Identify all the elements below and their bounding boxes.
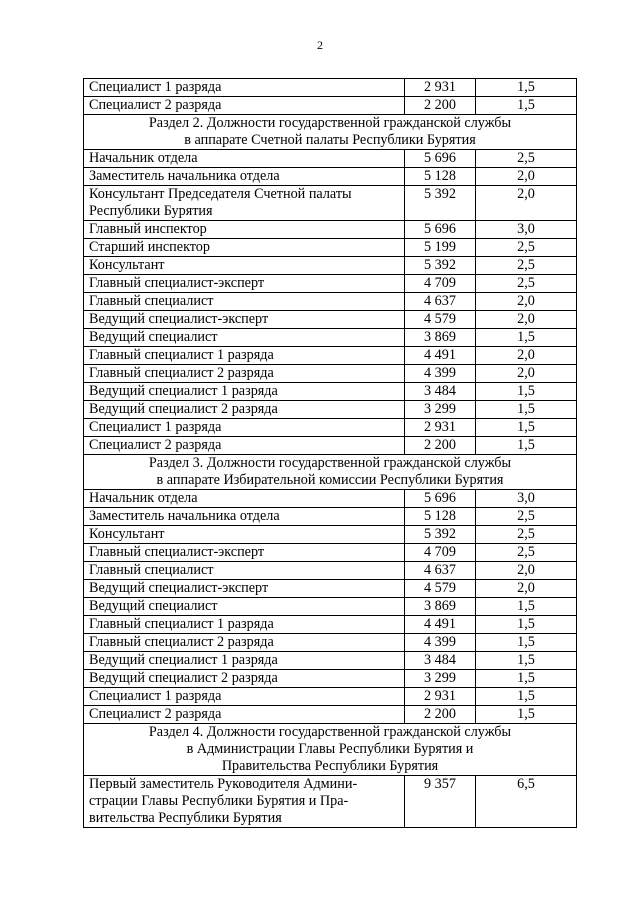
position-title <box>84 688 405 706</box>
position-title-line: Республики Бурятия <box>89 203 213 219</box>
position-title-line: Ведущий специалист <box>89 598 218 614</box>
section-header-row <box>84 455 577 490</box>
position-title-line: Консультант <box>89 257 165 273</box>
position-title <box>84 293 405 311</box>
salary-value: 4 579 <box>405 580 476 598</box>
table-row <box>84 347 577 365</box>
coefficient-value: 1,5 <box>476 383 577 401</box>
position-title-line: Главный специалист <box>89 293 214 309</box>
table-row <box>84 776 577 828</box>
table-row <box>84 365 577 383</box>
section-header <box>84 115 577 150</box>
coefficient-value: 2,5 <box>476 257 577 275</box>
position-title <box>84 634 405 652</box>
table-row <box>84 419 577 437</box>
position-title <box>84 490 405 508</box>
table-row <box>84 79 577 97</box>
position-title-line: Консультант Председателя Счетной палаты <box>89 186 352 202</box>
position-title-line: Первый заместитель Руководителя Админи- <box>89 776 358 792</box>
position-title <box>84 652 405 670</box>
position-title <box>84 275 405 293</box>
section-header-line: Раздел 3. Должности государственной гражданской службы <box>148 455 512 471</box>
salary-value: 4 637 <box>405 293 476 311</box>
table-row <box>84 670 577 688</box>
salary-value: 4 491 <box>405 616 476 634</box>
position-title <box>84 329 405 347</box>
table-row <box>84 150 577 168</box>
position-title <box>84 150 405 168</box>
table-row <box>84 383 577 401</box>
position-title <box>84 311 405 329</box>
position-title-line: Специалист 1 разряда <box>89 419 222 435</box>
coefficient-value: 2,0 <box>476 186 577 221</box>
table-row <box>84 526 577 544</box>
coefficient-value: 1,5 <box>476 419 577 437</box>
position-title <box>84 616 405 634</box>
table-row <box>84 437 577 455</box>
position-title-line: Старший инспектор <box>89 239 210 255</box>
coefficient-value: 2,0 <box>476 293 577 311</box>
salary-value: 4 399 <box>405 365 476 383</box>
table-row <box>84 401 577 419</box>
coefficient-value: 2,0 <box>476 562 577 580</box>
salary-value: 4 491 <box>405 347 476 365</box>
position-title <box>84 562 405 580</box>
coefficient-value: 2,0 <box>476 311 577 329</box>
position-title <box>84 437 405 455</box>
coefficient-value: 2,5 <box>476 239 577 257</box>
position-title-line: Главный специалист 2 разряда <box>89 365 274 381</box>
section-header-line: в Администрации Главы Республики Бурятия и <box>186 741 474 757</box>
salary-value: 5 696 <box>405 490 476 508</box>
position-title-line: Главный специалист <box>89 562 214 578</box>
coefficient-value: 1,5 <box>476 706 577 724</box>
salary-value: 3 484 <box>405 383 476 401</box>
position-title-line: Главный специалист-эксперт <box>89 275 265 291</box>
coefficient-value: 1,5 <box>476 670 577 688</box>
coefficient-value: 1,5 <box>476 97 577 115</box>
salary-value: 3 299 <box>405 401 476 419</box>
salary-value: 9 357 <box>405 776 476 828</box>
salary-value: 3 869 <box>405 598 476 616</box>
position-title <box>84 670 405 688</box>
table-row <box>84 688 577 706</box>
salary-value: 2 931 <box>405 419 476 437</box>
table-row <box>84 186 577 221</box>
position-title-line: Ведущий специалист 1 разряда <box>89 383 278 399</box>
position-title <box>84 508 405 526</box>
table-row <box>84 168 577 186</box>
table-row <box>84 490 577 508</box>
position-title <box>84 79 405 97</box>
position-title-line: Ведущий специалист-эксперт <box>89 311 269 327</box>
salary-value: 4 399 <box>405 634 476 652</box>
coefficient-value: 1,5 <box>476 79 577 97</box>
position-title-line: страции Главы Республики Бурятия и Пра- <box>89 793 349 809</box>
salary-value: 5 696 <box>405 221 476 239</box>
coefficient-value: 2,5 <box>476 508 577 526</box>
position-title <box>84 186 405 221</box>
table-row <box>84 311 577 329</box>
section-header-line: в аппарате Счетной палаты Республики Бурятия <box>184 132 476 148</box>
position-title <box>84 401 405 419</box>
position-title <box>84 706 405 724</box>
salary-value: 3 869 <box>405 329 476 347</box>
coefficient-value: 2,5 <box>476 150 577 168</box>
salary-value: 4 709 <box>405 275 476 293</box>
position-title-line: Специалист 1 разряда <box>89 688 222 704</box>
table-row <box>84 275 577 293</box>
coefficient-value: 2,0 <box>476 347 577 365</box>
position-title-line: Специалист 1 разряда <box>89 79 222 95</box>
table-row <box>84 329 577 347</box>
position-title <box>84 383 405 401</box>
position-title-line: Начальник отдела <box>89 490 198 506</box>
position-title-line: Ведущий специалист 2 разряда <box>89 670 278 686</box>
positions-table <box>83 78 577 828</box>
table-row <box>84 652 577 670</box>
coefficient-value: 1,5 <box>476 598 577 616</box>
position-title-line: Главный специалист 1 разряда <box>89 347 274 363</box>
position-title-line: Заместитель начальника отдела <box>89 168 280 184</box>
position-title-line: Ведущий специалист <box>89 329 218 345</box>
position-title-line: Специалист 2 разряда <box>89 706 222 722</box>
position-title-line: Ведущий специалист 2 разряда <box>89 401 278 417</box>
coefficient-value: 6,5 <box>476 776 577 828</box>
coefficient-value: 1,5 <box>476 634 577 652</box>
section-header-row <box>84 724 577 776</box>
table-row <box>84 544 577 562</box>
salary-value: 3 299 <box>405 670 476 688</box>
coefficient-value: 2,0 <box>476 168 577 186</box>
table-row <box>84 706 577 724</box>
salary-value: 4 709 <box>405 544 476 562</box>
table-row <box>84 97 577 115</box>
table-row <box>84 508 577 526</box>
salary-value: 5 696 <box>405 150 476 168</box>
salary-value: 2 200 <box>405 97 476 115</box>
salary-value: 2 200 <box>405 706 476 724</box>
salary-value: 5 199 <box>405 239 476 257</box>
section-header-line: Раздел 4. Должности государственной гражданской службы <box>148 724 512 740</box>
position-title <box>84 239 405 257</box>
section-header <box>84 455 577 490</box>
position-title-line: Начальник отдела <box>89 150 198 166</box>
position-title <box>84 168 405 186</box>
coefficient-value: 2,5 <box>476 544 577 562</box>
table-row <box>84 580 577 598</box>
section-header-line: Раздел 2. Должности государственной гражданской службы <box>148 115 512 131</box>
salary-value: 4 579 <box>405 311 476 329</box>
position-title <box>84 598 405 616</box>
position-title <box>84 365 405 383</box>
coefficient-value: 1,5 <box>476 329 577 347</box>
position-title-line: Главный инспектор <box>89 221 207 237</box>
position-title <box>84 544 405 562</box>
position-title-line: вительства Республики Бурятия <box>89 810 282 826</box>
position-title-line: Специалист 2 разряда <box>89 437 222 453</box>
salary-value: 2 200 <box>405 437 476 455</box>
position-title-line: Главный специалист 2 разряда <box>89 634 274 650</box>
section-header-line: в аппарате Избирательной комиссии Республики Бурятия <box>156 472 504 488</box>
salary-value: 4 637 <box>405 562 476 580</box>
position-title-line: Главный специалист 1 разряда <box>89 616 274 632</box>
salary-value: 5 392 <box>405 186 476 221</box>
position-title <box>84 347 405 365</box>
salary-value: 5 128 <box>405 168 476 186</box>
coefficient-value: 1,5 <box>476 616 577 634</box>
salary-value: 2 931 <box>405 688 476 706</box>
coefficient-value: 2,5 <box>476 526 577 544</box>
position-title-line: Главный специалист-эксперт <box>89 544 265 560</box>
table-row <box>84 616 577 634</box>
salary-value: 5 128 <box>405 508 476 526</box>
position-title-line: Консультант <box>89 526 165 542</box>
position-title <box>84 776 405 828</box>
coefficient-value: 2,5 <box>476 275 577 293</box>
section-header-row <box>84 115 577 150</box>
position-title <box>84 526 405 544</box>
table-row <box>84 634 577 652</box>
position-title-line: Специалист 2 разряда <box>89 97 222 113</box>
coefficient-value: 1,5 <box>476 401 577 419</box>
salary-value: 5 392 <box>405 526 476 544</box>
position-title <box>84 419 405 437</box>
page-number: 2 <box>317 38 323 52</box>
position-title-line: Ведущий специалист 1 разряда <box>89 652 278 668</box>
table-row <box>84 562 577 580</box>
position-title <box>84 257 405 275</box>
positions-table-body <box>84 79 577 828</box>
salary-value: 5 392 <box>405 257 476 275</box>
position-title-line: Ведущий специалист-эксперт <box>89 580 269 596</box>
section-header-line: Правительства Республики Бурятия <box>221 758 439 774</box>
coefficient-value: 1,5 <box>476 688 577 706</box>
coefficient-value: 3,0 <box>476 221 577 239</box>
coefficient-value: 2,0 <box>476 365 577 383</box>
position-title <box>84 97 405 115</box>
table-row <box>84 239 577 257</box>
coefficient-value: 1,5 <box>476 437 577 455</box>
salary-value: 3 484 <box>405 652 476 670</box>
table-row <box>84 257 577 275</box>
salary-value: 2 931 <box>405 79 476 97</box>
table-row <box>84 293 577 311</box>
position-title <box>84 221 405 239</box>
coefficient-value: 1,5 <box>476 652 577 670</box>
section-header <box>84 724 577 776</box>
coefficient-value: 3,0 <box>476 490 577 508</box>
coefficient-value: 2,0 <box>476 580 577 598</box>
position-title-line: Заместитель начальника отдела <box>89 508 280 524</box>
position-title <box>84 580 405 598</box>
table-row <box>84 221 577 239</box>
table-row <box>84 598 577 616</box>
